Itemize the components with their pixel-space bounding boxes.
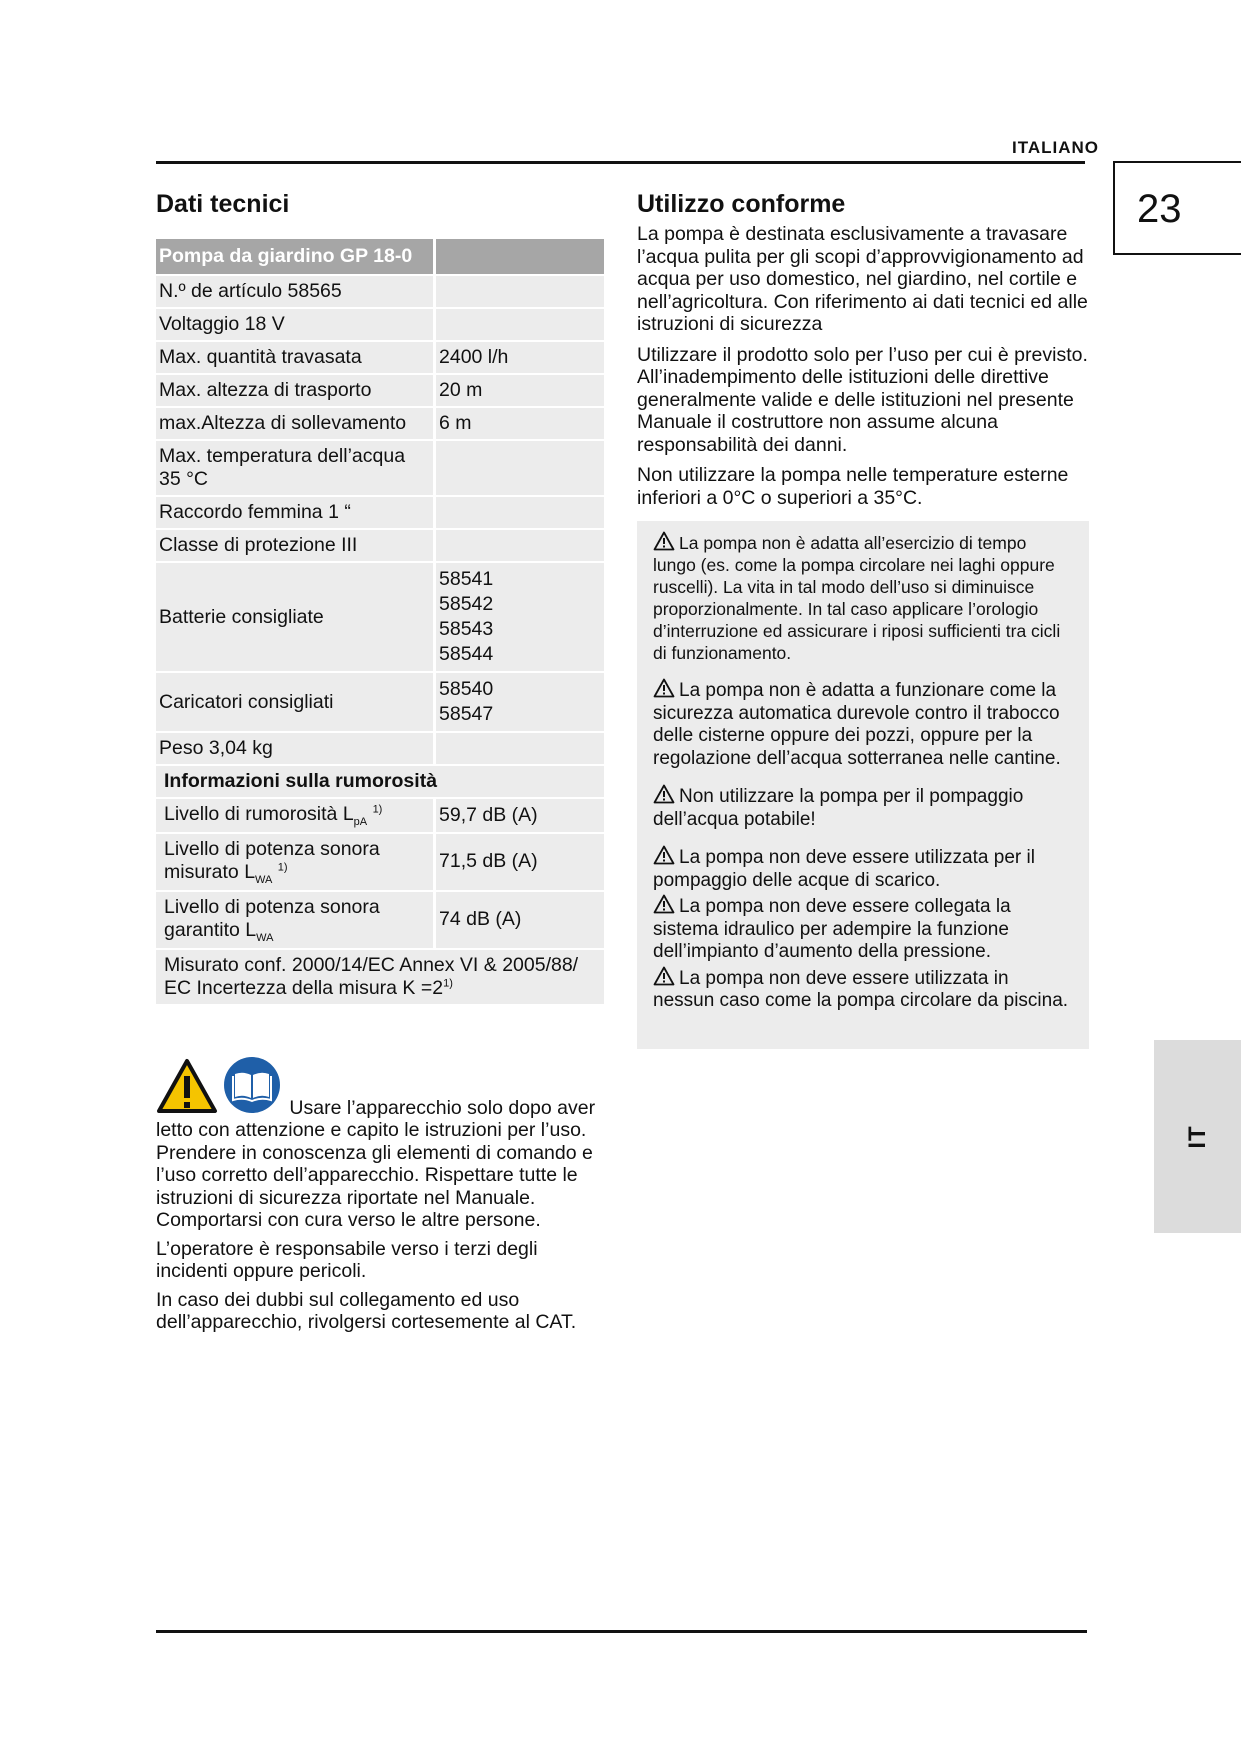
intended-use-title: Utilizzo conforme — [637, 190, 846, 218]
intended-use-paragraph-1: La pompa è destinata esclusivamente a travasare l’acqua pulita per gli scopi d’approvvigionamento ad acqua per uso domestico, nel giardino, nel cortile e nell’agricoltura. Con riferimento ai dati tecnici ed alle istruzioni di sicurezza — [637, 223, 1088, 335]
table-row: Voltaggio 18 V — [156, 309, 604, 340]
technical-data-column — [156, 190, 606, 1340]
warning-triangle-icon — [653, 678, 675, 698]
noise-section-row — [156, 766, 604, 797]
spec-table-header: Pompa da giardino GP 18-0 — [156, 239, 436, 274]
warning-item: La pompa non è adatta a funzionare come la sicurezza automatica durevole contro il trabocco delle cisterne oppure dei pozzi, oppure per la regolazione dell’acqua sotterranea nelle cantine. — [653, 680, 1061, 769]
table-row: Livello di potenza sonora garantito $L_{WA}$ 74 dB (A) — [156, 892, 604, 948]
weight-row: Peso 3,04 kg — [156, 733, 604, 764]
bottom-divider — [156, 1630, 1087, 1633]
batteries-row: Batterie consigliate 58541 58542 58543 58544 — [156, 563, 604, 671]
language-side-tab — [1154, 1040, 1241, 1233]
warning-item: La pompa non è adatta all’esercizio di tempo lungo (es. come la pompa circolare nei laghi oppure ruscelli). La vita in tal modo dell’uso si diminuisce proporzionalmente. In tal caso applicare l’orologio d’interruzione ed assicurare i riposi sufficienti tra cicli di funzionamento. — [653, 533, 1061, 663]
warning-item: La pompa non deve essere collegata la sistema idraulico per adempire la funzione dell’impianto d’aumento della pressione. — [653, 896, 1011, 962]
table-row: max.Altezza di sollevamento 6 m — [156, 408, 604, 439]
chargers-label: Caricatori consigliati — [156, 673, 436, 731]
warning-item: La pompa non deve essere utilizzata in nessun caso come la pompa circolare da piscina. — [653, 967, 1069, 1011]
batteries-label: Batterie consigliate — [156, 563, 436, 671]
warning-triangle-icon — [653, 531, 675, 551]
warning-triangle-icon — [653, 966, 675, 986]
warning-triangle-icon — [653, 845, 675, 865]
warning-triangle-icon — [156, 1058, 218, 1114]
warnings-box — [637, 521, 1089, 1049]
language-header: ITALIANO — [1011, 138, 1099, 157]
table-row: N.º de artículo 58565 — [156, 276, 604, 307]
warning-item: Non utilizzare la pompa per il pompaggio dell’acqua potabile! — [653, 786, 1024, 830]
warning-triangle-icon — [653, 894, 675, 914]
intended-use-paragraph-3: Non utilizzare la pompa nelle temperature esterne inferiori a 0°C o superiori a 35°C. — [637, 464, 1069, 509]
warning-triangle-icon — [653, 784, 675, 804]
intended-use-paragraph-2: Utilizzare il prodotto solo per l’uso per cui è previsto. All’inadempimento delle istituzioni delle direttive generalmente valide e delle istituzioni nel presente Manuale il costruttore non assume alcuna responsabilità dei danni. — [637, 343, 1088, 456]
chargers-row: Caricatori consigliati 58540 58547 — [156, 673, 604, 731]
table-row: Livello di rumorosità $L_{pA}$ $^{1)}$ 59,7 dB (A) — [156, 799, 604, 832]
responsibility-paragraph: L’operatore è responsabile verso i terzi degli incidenti oppure pericoli. — [156, 1237, 538, 1283]
intended-use-column — [637, 190, 1089, 1049]
spec-table-header-row — [156, 239, 604, 274]
table-row: Max. temperatura dell’acqua 35 °C — [156, 441, 604, 495]
read-manual-icon — [223, 1056, 281, 1114]
table-row: Max. quantità travasata 2400 l/h — [156, 342, 604, 373]
service-paragraph: In caso dei dubbi sul collegamento ed uso dell’apparecchio, rivolgersi cortesemente al CAT. — [156, 1288, 577, 1334]
warning-item: La pompa non deve essere utilizzata per il pompaggio delle acque di scarico. — [653, 847, 1035, 891]
table-row: Misurato conf. 2000/14/EC Annex VI & 2005/88/ EC Incertezza della misura $K =2^{1)}$ — [156, 950, 604, 1004]
spec-table — [156, 237, 604, 1006]
table-row: Livello di potenza sonora misurato $L_{WA}$ $^{1)}$ 71,5 dB (A) — [156, 834, 604, 890]
noise-section-title: Informazioni sulla rumorosità — [156, 766, 604, 797]
language-side-tab-label: IT — [1183, 1124, 1211, 1149]
table-row: Max. altezza di trasporto 20 m — [156, 375, 604, 406]
table-row: Classe di protezione III — [156, 530, 604, 561]
technical-data-title: Dati tecnici — [156, 190, 290, 218]
table-row: Raccordo femmina 1 “ — [156, 497, 604, 528]
top-divider — [156, 161, 1085, 164]
page-number: 23 — [1137, 187, 1182, 231]
instructions-block: Usare l’apparecchio solo dopo aver letto con attenzione e capito le istruzioni per l’uso. Prendere in conoscenza gli elementi di comando e l’uso corretto dell’apparecchio. Rispettare tutte le istruzioni di sicurezza riportate nel Manuale. Comportarsi con cura verso le altre persone. L’operatore è responsabile verso i terzi degli incidenti oppure pericoli. In caso dei dubbi sul collegamento ed uso dell’apparecchio, rivolgersi cortesemente al CAT. — [156, 1056, 606, 1334]
